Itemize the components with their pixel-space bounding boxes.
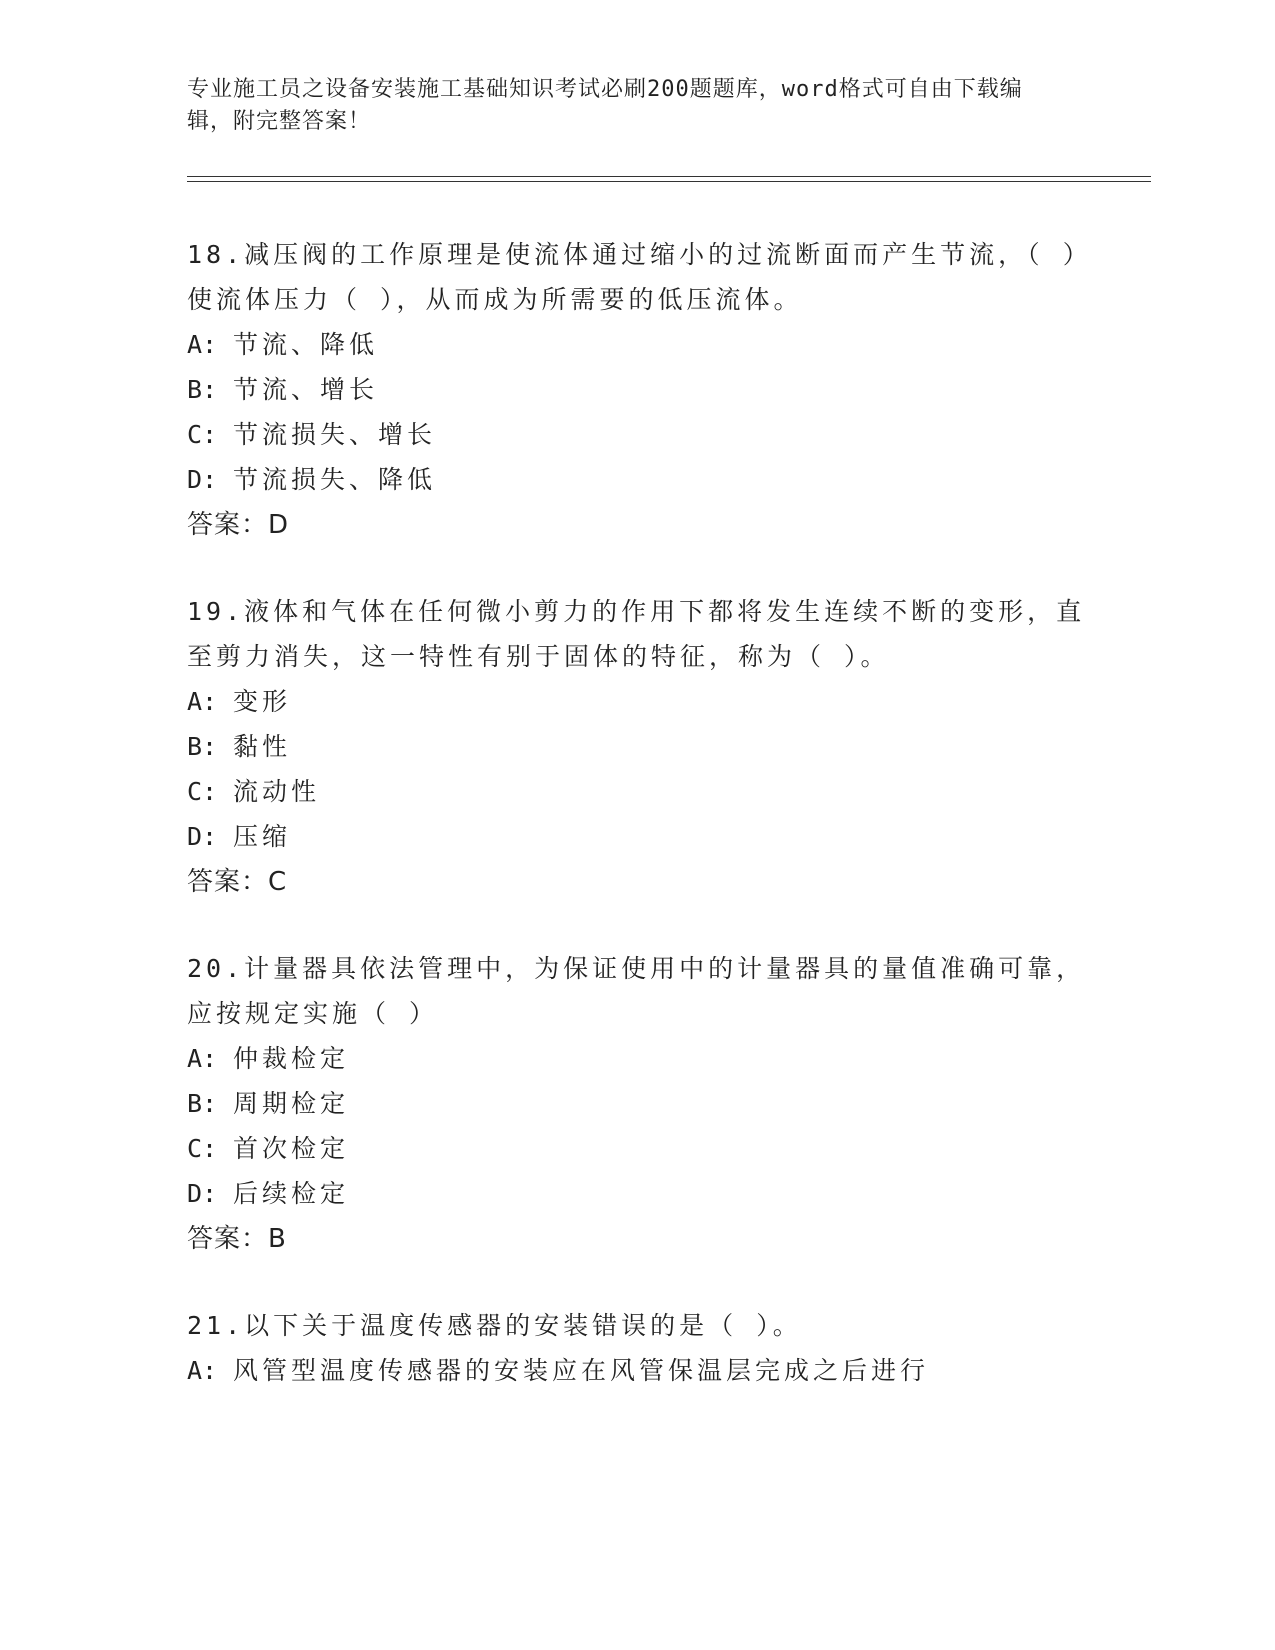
- option-b: [187, 724, 1087, 769]
- option-key: C:: [187, 777, 218, 806]
- option-text: 节流损失、降低: [233, 465, 437, 494]
- option-key: C:: [187, 420, 218, 449]
- question-list: [187, 232, 1087, 1434]
- answer-label: 答案：B: [187, 1224, 287, 1254]
- answer-label: 答案：D: [187, 510, 290, 540]
- option-a: [187, 679, 1087, 724]
- option-text: 黏性: [233, 732, 292, 761]
- option-d: [187, 814, 1087, 859]
- option-text: 仲裁检定: [233, 1044, 350, 1073]
- option-text: 流动性: [233, 777, 321, 806]
- question-stem: 21.以下关于温度传感器的安装错误的是（ ）。: [187, 1311, 802, 1340]
- document-header: 专业施工员之设备安装施工基础知识考试必刷200题题库，word格式可自由下载编辑，附完整答案！: [187, 77, 1023, 134]
- header-rule-top: [187, 176, 1151, 177]
- question-21: [187, 1303, 1087, 1393]
- option-text: 后续检定: [233, 1179, 350, 1208]
- option-key: A:: [187, 330, 218, 359]
- option-d: [187, 1171, 1087, 1216]
- option-key: C:: [187, 1134, 218, 1163]
- option-text: 压缩: [233, 822, 292, 851]
- option-key: A:: [187, 687, 218, 716]
- question-stem: 18.减压阀的工作原理是使流体通过缩小的过流断面而产生节流，（ ）使流体压力（ ），从而成为所需要的低压流体。: [187, 240, 1080, 314]
- answer-label: 答案：C: [187, 867, 288, 897]
- option-b: [187, 367, 1087, 412]
- option-text: 节流、降低: [233, 330, 379, 359]
- option-key: B:: [187, 732, 218, 761]
- question-19: [187, 589, 1087, 905]
- option-key: A:: [187, 1044, 218, 1073]
- option-c: [187, 769, 1087, 814]
- option-key: A:: [187, 1356, 218, 1385]
- header-rule-bottom: [187, 181, 1151, 182]
- question-stem: 20.计量器具依法管理中，为保证使用中的计量器具的量值准确可靠，应按规定实施（ ）: [187, 954, 1086, 1028]
- option-text: 首次检定: [233, 1134, 350, 1163]
- option-text: 节流、增长: [233, 375, 379, 404]
- option-text: 变形: [233, 687, 292, 716]
- question-20: [187, 946, 1087, 1262]
- option-text: 风管型温度传感器的安装应在风管保温层完成之后进行: [233, 1356, 930, 1385]
- option-d: [187, 457, 1087, 502]
- option-key: B:: [187, 1089, 218, 1118]
- option-key: D:: [187, 465, 218, 494]
- option-b: [187, 1081, 1087, 1126]
- option-a: [187, 1348, 1087, 1393]
- option-c: [187, 412, 1087, 457]
- question-stem: 19.液体和气体在任何微小剪力的作用下都将发生连续不断的变形，直至剪力消失，这一特性有别于固体的特征，称为（ ）。: [187, 597, 1086, 671]
- option-c: [187, 1126, 1087, 1171]
- option-text: 周期检定: [233, 1089, 350, 1118]
- option-text: 节流损失、增长: [233, 420, 437, 449]
- option-a: [187, 322, 1087, 367]
- option-key: D:: [187, 1179, 218, 1208]
- question-18: [187, 232, 1087, 548]
- option-key: B:: [187, 375, 218, 404]
- option-key: D:: [187, 822, 218, 851]
- option-a: [187, 1036, 1087, 1081]
